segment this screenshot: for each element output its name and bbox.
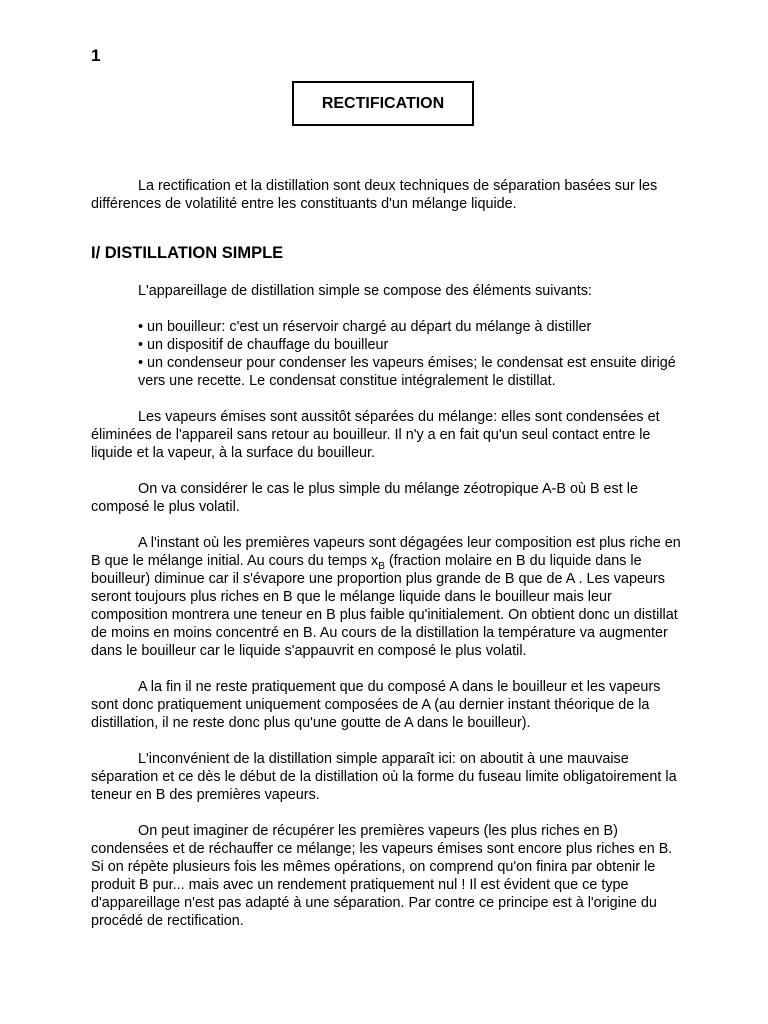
list-item: • un dispositif de chauffage du bouilleur xyxy=(138,336,681,354)
title-box xyxy=(292,81,474,126)
text-span: (fraction molaire en B du liquide dans le bouilleur) diminue car il s'évapore une proportion plus grande de B que de A . Les vapeurs seront toujours plus riches en B que le mélange liquide dans le bouilleur mais leur composition montrera une teneur en B plus faible qu'initialement. On obtient donc un distillat de moins en moins concentré en B. Au cours de la distillation la température va augmenter dans le bouilleur car le liquide s'appauvrit en composé le plus volatil. xyxy=(91,553,678,659)
paragraph-drawback: L'inconvénient de la distillation simple apparaît ici: on aboutit à une mauvaise séparation et ce dès le début de la distillation où la forme du fuseau limite obligatoirement la teneur en B des premières vapeurs. xyxy=(91,751,677,803)
paragraph-vapors: Les vapeurs émises sont aussitôt séparées du mélange: elles sont condensées et éliminées de l'appareil sans retour au bouilleur. Il n'y a en fait qu'un seul contact entre le liquide et la vapeur, à la surface du bouilleur. xyxy=(91,409,660,461)
text-span: A l'instant où les premières vapeurs sont dégagées leur composition est plus riche en B que le mélange initial. Au cours du temps x xyxy=(91,535,681,569)
subscript: B xyxy=(378,560,385,572)
document-body xyxy=(91,177,681,948)
paragraph-equipment: L'appareillage de distillation simple se compose des éléments suivants: xyxy=(138,283,592,299)
paragraph-composition xyxy=(91,534,681,660)
list-item: • un bouilleur: c'est un réservoir chargé au départ du mélange à distiller xyxy=(138,318,681,336)
equipment-list xyxy=(138,318,681,390)
paragraph-zeotropic: On va considérer le cas le plus simple du mélange zéotropique A-B où B est le composé le plus volatil. xyxy=(91,481,638,515)
list-item: • un condenseur pour condenser les vapeurs émises; le condensat est ensuite dirigé vers une recette. Le condensat constitue intégralement le distillat. xyxy=(138,354,681,390)
intro-paragraph: La rectification et la distillation sont deux techniques de séparation basées sur les différences de volatilité entre les constituants d'un mélange liquide. xyxy=(91,178,658,212)
document-title: RECTIFICATION xyxy=(321,94,445,112)
paragraph-end: A la fin il ne reste pratiquement que du composé A dans le bouilleur et les vapeurs sont donc pratiquement uniquement composées de A (au dernier instant théorique de la distillation, il ne reste donc plus qu'une goutte de A dans le bouilleur). xyxy=(91,679,661,731)
section-heading: I/ DISTILLATION SIMPLE xyxy=(91,244,284,262)
paragraph-principle: On peut imaginer de récupérer les premières vapeurs (les plus riches en B) condensées et de réchauffer ce mélange; les vapeurs émises sont encore plus riches en B. Si on répète plusieurs fois les mêmes opérations, on comprend qu'on finira par obtenir le produit B pur... mais avec un rendement pratiquement nul ! Il est évident que ce type d'appareillage n'est pas adapté à une séparation. Par contre ce principe est à l'origine du procédé de rectification. xyxy=(91,823,673,929)
page-number: 1 xyxy=(91,46,101,65)
